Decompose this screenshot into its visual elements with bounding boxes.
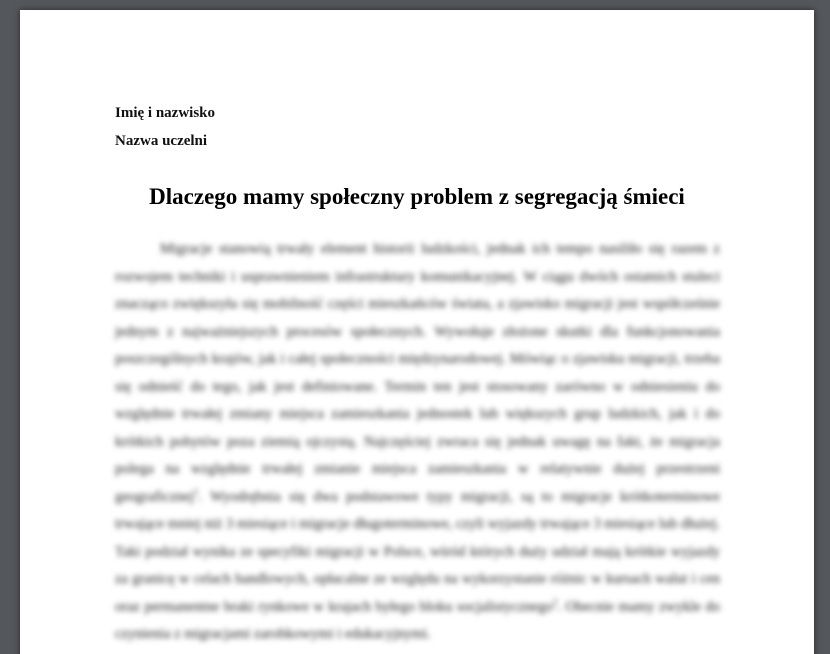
paragraph-text-part2: . Wyodrębnia się dwa podstawowe typy migracji, są to migracje krótkoterminowe trwające mniej niż 3 miesiące i migracje długoterminowe, czyli wyjazdy trwające 3 miesiące lub dłużej. Taki podział wynika ze specyfiki migracji w Polsce, wśród których duży udział mają krótkie wyjazdy za granicę w celach handlowych, opłacalne ze względu na wykorzystanie różnic w kursach walut i cen oraz permanentne braki rynkowe w krajach byłego bloku socjalistycznego [115, 488, 720, 615]
paragraph-text-part3: . Obecnie mamy zwykle do czynienia z migracjami zarobkowymi i edukacyjnymi. [115, 598, 720, 642]
footnote-marker-2[interactable]: 2 [552, 596, 558, 607]
paragraph-text-part1: Migracje stanowią trwały element historii ludzkości, jednak ich tempo nasiliło się razem z rozwojem techniki i usprawnieniem infrastruktury komunikacyjnej. W ciągu dwóch ostatnich stuleci znacząco zwiększyła się mobilność części mieszkańców świata, a zjawisko migracji jest współcześnie jednym z najważniejszych procesów społecznych. Wywołuje złożone skutki dla funkcjonowania poszczególnych krajów, jak i całej społeczności międzynarodowej. Mówiąc o zjawisku migracji, trzeba się odnieść do tego, jak jest definiowane. Termin ten jest stosowany zarówno w odniesieniu do względnie trwałej zmiany miejsca zamieszkania jednostek lub większych grup ludzkich, jak i do krótkich pobytów poza ziemią ojczystą. Najczęściej zwraca się jednak uwagę na fakt, że migracja polega na względnie trwałej zmianie miejsca zamieszkania w relatywnie dużej przestrzeni geograficznej [115, 241, 720, 505]
footnote-marker-1[interactable]: 1 [193, 486, 199, 497]
document-title: Dlaczego mamy społeczny problem z segregacją śmieci [149, 184, 685, 209]
author-name: Imię i nazwisko [115, 105, 216, 121]
document-page [20, 10, 814, 654]
university-name: Nazwa uczelni [115, 133, 208, 149]
body-paragraph [115, 236, 720, 649]
